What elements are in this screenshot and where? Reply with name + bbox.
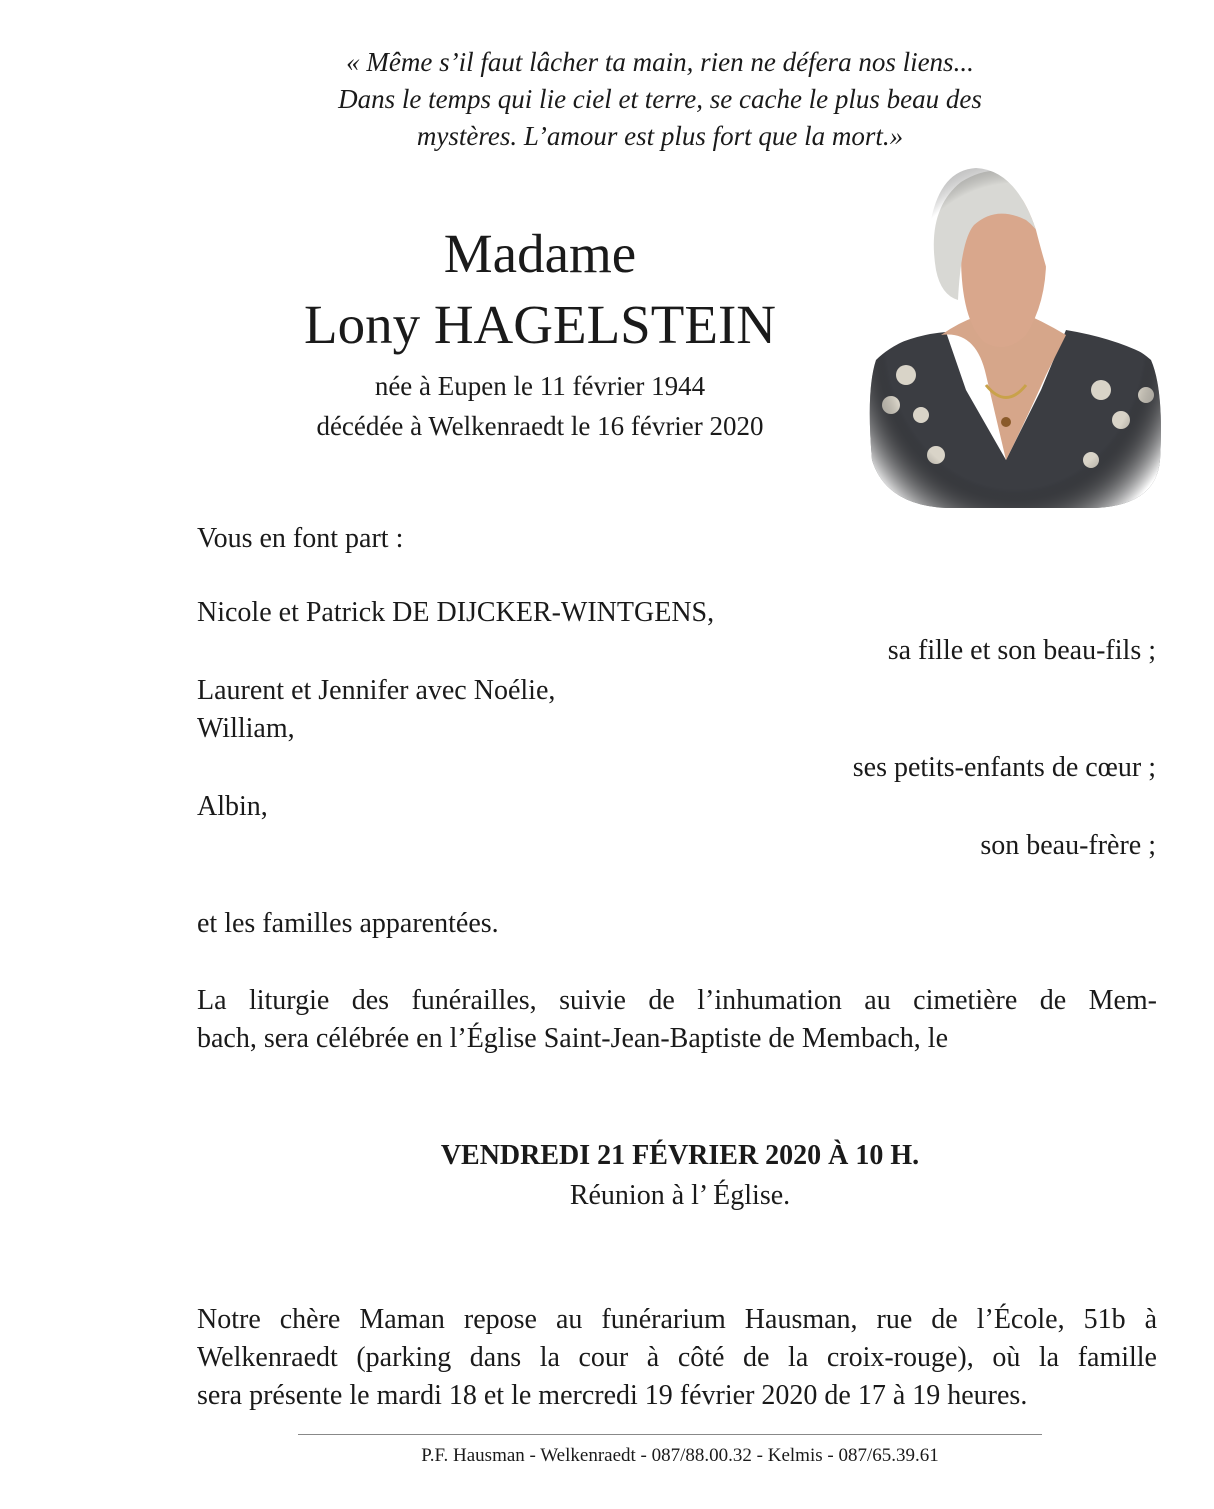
- deceased-name: Lony HAGELSTEIN: [303, 294, 776, 355]
- family-names-3: Albin,: [197, 791, 268, 822]
- life-dates: [180, 366, 900, 446]
- liturgy-line: La liturgie des funérailles, suivie de l’inhumation au cimetière de Mem-: [197, 985, 1157, 1016]
- funeral-home-footer: P.F. Hausman - Welkenraedt - 087/88.00.32 - Kelmis - 087/65.39.61: [421, 1445, 939, 1466]
- honorific: Madame: [443, 223, 637, 284]
- liturgy-paragraph: [197, 982, 1157, 1058]
- visitation-line: sera présente le mardi 18 et le mercredi 19 février 2020 de 17 à 19 heures.: [197, 1380, 1028, 1411]
- family-names-2b: William,: [197, 713, 295, 744]
- visitation-paragraph: [197, 1301, 1157, 1415]
- death-line: décédée à Welkenraedt le 16 février 2020: [316, 411, 764, 441]
- birth-line: née à Eupen le 11 février 1944: [374, 371, 706, 401]
- ceremony-date: VENDREDI 21 FÉVRIER 2020 À 10 H.: [440, 1140, 920, 1171]
- family-relation-1: sa fille et son beau-fils ;: [887, 635, 1156, 666]
- footer-divider: [298, 1434, 1042, 1435]
- quote-line: mystères. L’amour est plus fort que la mort.»: [416, 121, 904, 151]
- visitation-line: Notre chère Maman repose au funérarium Hausman, rue de l’École, 51b à: [197, 1304, 1157, 1335]
- portrait-photo: [866, 160, 1164, 512]
- family-names-2a: Laurent et Jennifer avec Noélie,: [197, 675, 556, 706]
- liturgy-line: bach, sera célébrée en l’Église Saint-Jean-Baptiste de Membach, le: [197, 1023, 949, 1054]
- quote-line: « Même s’il faut lâcher ta main, rien ne défera nos liens...: [346, 47, 974, 77]
- family-relation-2: ses petits-enfants de cœur ;: [852, 752, 1156, 783]
- ceremony-block: [200, 1136, 1160, 1216]
- related-families-line: et les familles apparentées.: [197, 908, 499, 939]
- ceremony-meeting: Réunion à l’ Église.: [569, 1180, 791, 1211]
- family-names-1: Nicole et Patrick DE DIJCKER-WINTGENS,: [197, 597, 715, 628]
- visitation-line: Welkenraedt (parking dans la cour à côté de la croix-rouge), où la famille: [197, 1342, 1157, 1373]
- family-relation-3: son beau-frère ;: [980, 830, 1156, 861]
- opening-quote: [230, 44, 1090, 155]
- deceased-heading: [180, 218, 900, 360]
- quote-line: Dans le temps qui lie ciel et terre, se cache le plus beau des: [338, 84, 982, 114]
- intro-line: Vous en font part :: [197, 523, 404, 554]
